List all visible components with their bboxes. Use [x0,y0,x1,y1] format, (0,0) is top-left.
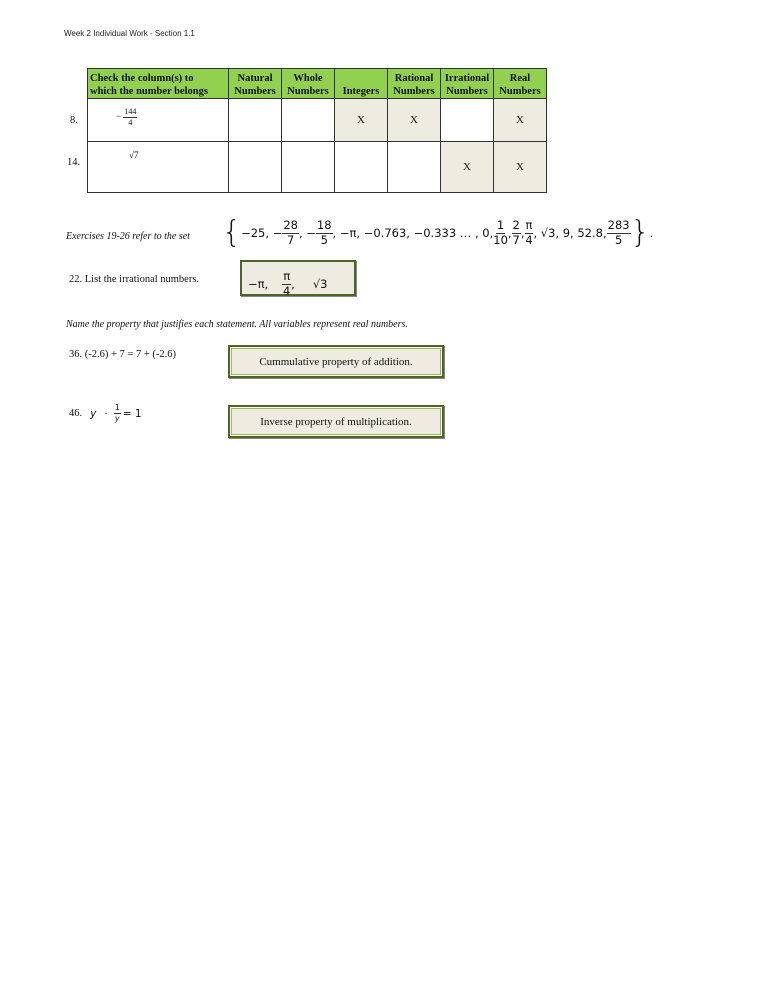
page-header: Week 2 Individual Work - Section 1.1 [64,29,195,38]
table-header-row [88,69,547,99]
mark-cell [282,142,335,193]
number-cell: − 144 4 [88,99,229,142]
mark-cell [335,142,388,193]
fraction: $\frac{\pi}{4}$ [525,218,533,247]
mark-cell [388,142,441,193]
classification-table [87,68,547,193]
col-header-integers: Integers [335,69,388,99]
mark-cell [282,99,335,142]
fraction: $\frac{2}{7}$ [512,218,520,247]
q22-answer-box: −π, $\frac{\pi}{4}$ , √3 [240,260,356,296]
q36-answer: Cummulative property of addition. [231,348,441,375]
col-header-whole: Whole Numbers [282,69,335,99]
close-brace: } [630,215,650,250]
fraction: $\frac{1}{10}$ [493,218,508,247]
mark-cell [229,99,282,142]
fraction: $\frac{28}{7}$ [283,218,298,247]
col-header-natural: Natural Numbers [229,69,282,99]
q36-answer-box [228,345,444,378]
mark-cell: X [335,99,388,142]
q46-answer-box [228,405,444,438]
q36-label: 36. (-2.6) + 7 = 7 + (-2.6) [69,349,176,360]
table-row [88,99,547,142]
number-set: { −25, − $\frac{28}{7}$ , − $\frac{18}{5}$ , −π, −0.763, −0.333 … , 0, $\frac{1}{10}$ , $\frac{2}{7}$ , $\frac{\pi}{4}$ , √3, 9, 52.8, $\frac{283}{5}$ } . [222,215,654,250]
mark-cell: X [441,142,494,193]
q46-label: 46. y · $\frac{1}{y}$ = 1 [69,403,142,423]
mark-cell [441,99,494,142]
mark-cell: X [494,99,547,142]
col-header-rational: Rational Numbers [388,69,441,99]
mark-cell: X [494,142,547,193]
property-intro: Name the property that justifies each statement. All variables represent real numbers. [66,319,408,330]
q22-label: 22. List the irrational numbers. [69,274,200,285]
exercises-intro: Exercises 19-26 refer to the set [66,231,190,242]
table-row [88,142,547,193]
mark-cell [229,142,282,193]
row-label-8: 8. [70,115,78,126]
fraction: $\frac{283}{5}$ [607,218,630,247]
col-header-irrational: Irrational Numbers [441,69,494,99]
fraction: $\frac{\pi}{4}$ [283,269,291,298]
fraction: $\frac{18}{5}$ [316,218,332,247]
col-header-check: Check the column(s) to which the number belongs [88,69,229,99]
number-cell: √7 [88,142,229,193]
col-header-real: Real Numbers [494,69,547,99]
q46-answer: Inverse property of multiplication. [231,408,441,435]
mark-cell: X [388,99,441,142]
open-brace: { [222,215,242,250]
row-label-14: 14. [67,157,81,168]
